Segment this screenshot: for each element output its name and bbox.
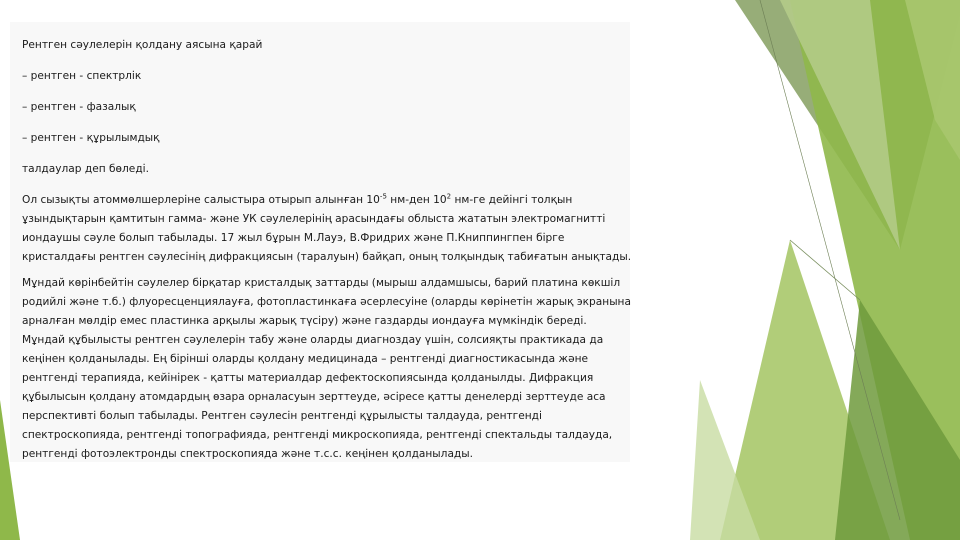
list-item-phase: – рентген - фазалық <box>22 101 136 113</box>
p1-exponent-2: 2 <box>446 192 452 201</box>
list-item-structural: – рентген - құрылымдық <box>22 132 160 144</box>
slide-text-body <box>22 36 632 471</box>
p1-text-before: Ол сызықты атоммөлшерлеріне салыстыра отырып алынған 10 <box>22 194 380 206</box>
p1-text-mid: нм-ден 10 <box>386 194 447 206</box>
paragraph-applications: Мұндай көрінбейтін сәулелер бірқатар кристалдық заттарды (мырыш алдамшысы, барий платина көкшіл родийлі және т.б.) флуоресценциялауға, фотопластинкаға әсерлесуіне (оларды көрінетін жарық экранына арналған мөлдір емес пластинка арқылы жарық түсіру) және газдарды иондауға мүмкіндік береді. Мұндай құбылысты рентген сәулелерін табу және оларды диагноздау үшін, солсияқты практикада да кеңінен қолданылады. Ең бірінші оларды қолдану медицинада – рентгенді диагностикасында және рентгенді терапияда, кейінірек - қатты материалдар дефектоскопиясында қолданылды. Дифракция құбылысын қолдану атомдардың өзара орналасуын зерттеуде, әсіресе қатты денелерді зерттеуде аса перспективті болып табылады. Рентген сәулесін рентгенді құрылысты талдауда, рентгенді спектроскопияда, рентгенді топографияда, рентгенді микроскопияда, рентгенді спектальды талдауда, рентгенді фотоэлектронды спектроскопияда және т.с.с. кеңінен қолданылады. <box>22 277 631 460</box>
p1-text-after: нм-ге дейінгі толқын ұзындықтарын қамтитын гамма- және УК сәулелерінің арасындағы облыста жататын электромагнитті иондаушы сәуле болып табылады. 17 жыл бұрын М.Лауэ, В.Фридрих және П.Книппингпен бірге кристалдағы рентген сәулесінің дифракциясын (таралуын) байқап, оның толқындық табиғатын анықтады. <box>22 194 632 263</box>
outro-line: талдаулар деп бөледі. <box>22 163 149 175</box>
paragraph-definition <box>22 191 632 267</box>
p1-exponent-1: -5 <box>379 192 387 201</box>
list-item-spectral: – рентген - спектрлік <box>22 70 142 82</box>
intro-line: Рентген сәулелерін қолдану аясына қарай <box>22 39 263 51</box>
